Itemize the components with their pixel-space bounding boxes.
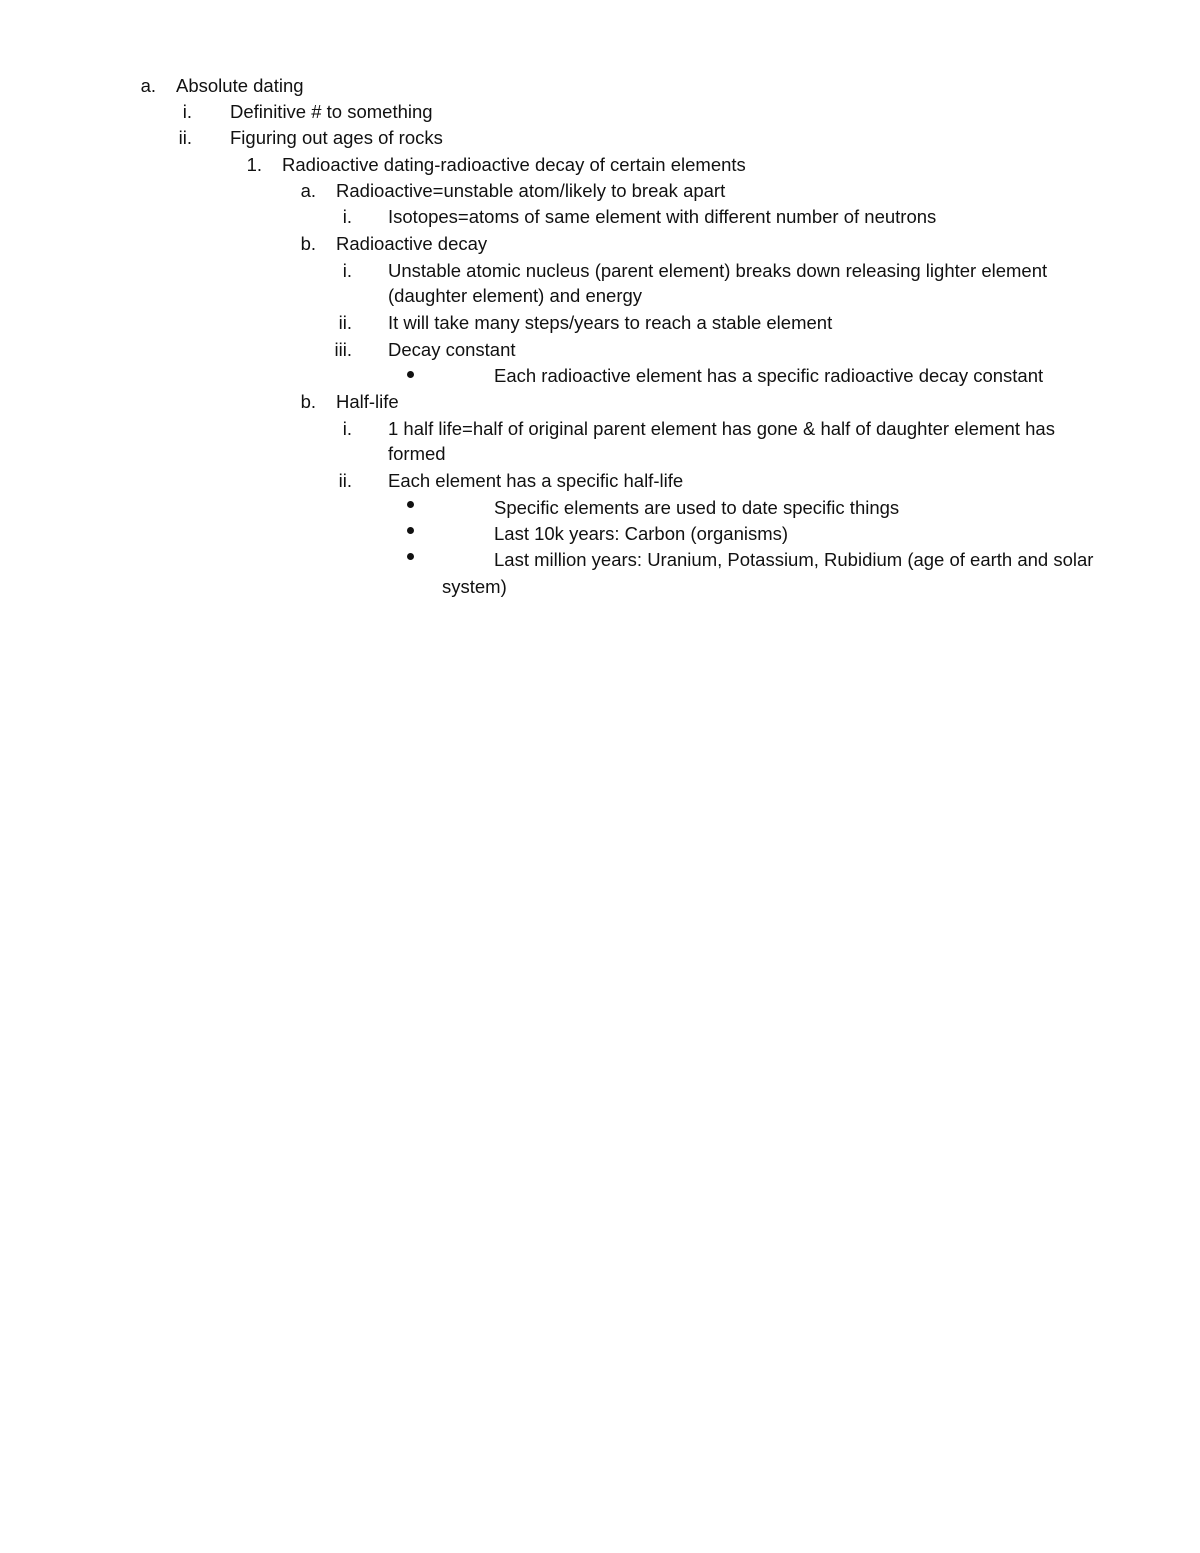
list-marker: i. bbox=[182, 101, 192, 122]
list-item-text: Unstable atomic nucleus (parent element) breaks down releasing lighter element bbox=[388, 260, 1048, 281]
list-item-text: Figuring out ages of rocks bbox=[230, 127, 443, 148]
list-item-text: Absolute dating bbox=[176, 75, 304, 96]
list-item-text: Isotopes=atoms of same element with different number of neutrons bbox=[388, 206, 937, 227]
list-marker: ii. bbox=[178, 127, 192, 148]
list-marker: ii. bbox=[338, 312, 352, 333]
bullet-icon bbox=[407, 501, 414, 508]
list-item-text: Definitive # to something bbox=[230, 101, 433, 122]
list-item-text: Radioactive=unstable atom/likely to break apart bbox=[336, 180, 726, 201]
list-item-text: Radioactive decay bbox=[336, 233, 488, 254]
list-marker: b. bbox=[300, 391, 316, 412]
list-item-text: Last 10k years: Carbon (organisms) bbox=[494, 523, 789, 544]
list-marker: iii. bbox=[334, 339, 352, 360]
bullet-icon bbox=[407, 553, 414, 560]
list-item-text: 1 half life=half of original parent element has gone & half of daughter element has bbox=[388, 418, 1055, 439]
list-marker: ii. bbox=[338, 470, 352, 491]
list-item-text: Last million years: Uranium, Potassium, Rubidium (age of earth and solar bbox=[494, 549, 1094, 570]
list-item-text: Each radioactive element has a specific radioactive decay constant bbox=[494, 365, 1044, 386]
list-item-text: Half-life bbox=[336, 391, 399, 412]
list-marker: 1. bbox=[246, 154, 262, 175]
list-marker: i. bbox=[342, 418, 352, 439]
list-item-text: Decay constant bbox=[388, 339, 516, 360]
bullet-icon bbox=[407, 371, 414, 378]
list-marker: i. bbox=[342, 260, 352, 281]
list-item-text: Specific elements are used to date specific things bbox=[494, 497, 900, 518]
list-item-text: (daughter element) and energy bbox=[388, 285, 643, 306]
bullet-icon bbox=[407, 527, 414, 534]
list-marker: a. bbox=[140, 75, 156, 96]
list-marker: i. bbox=[342, 206, 352, 227]
list-item-text: Each element has a specific half-life bbox=[388, 470, 684, 491]
list-marker: a. bbox=[300, 180, 316, 201]
list-marker: b. bbox=[300, 233, 316, 254]
list-item-text: It will take many steps/years to reach a stable element bbox=[388, 312, 833, 333]
list-item-text: formed bbox=[388, 443, 446, 464]
list-item-text: system) bbox=[442, 576, 507, 597]
list-item-text: Radioactive dating-radioactive decay of certain elements bbox=[282, 154, 746, 175]
